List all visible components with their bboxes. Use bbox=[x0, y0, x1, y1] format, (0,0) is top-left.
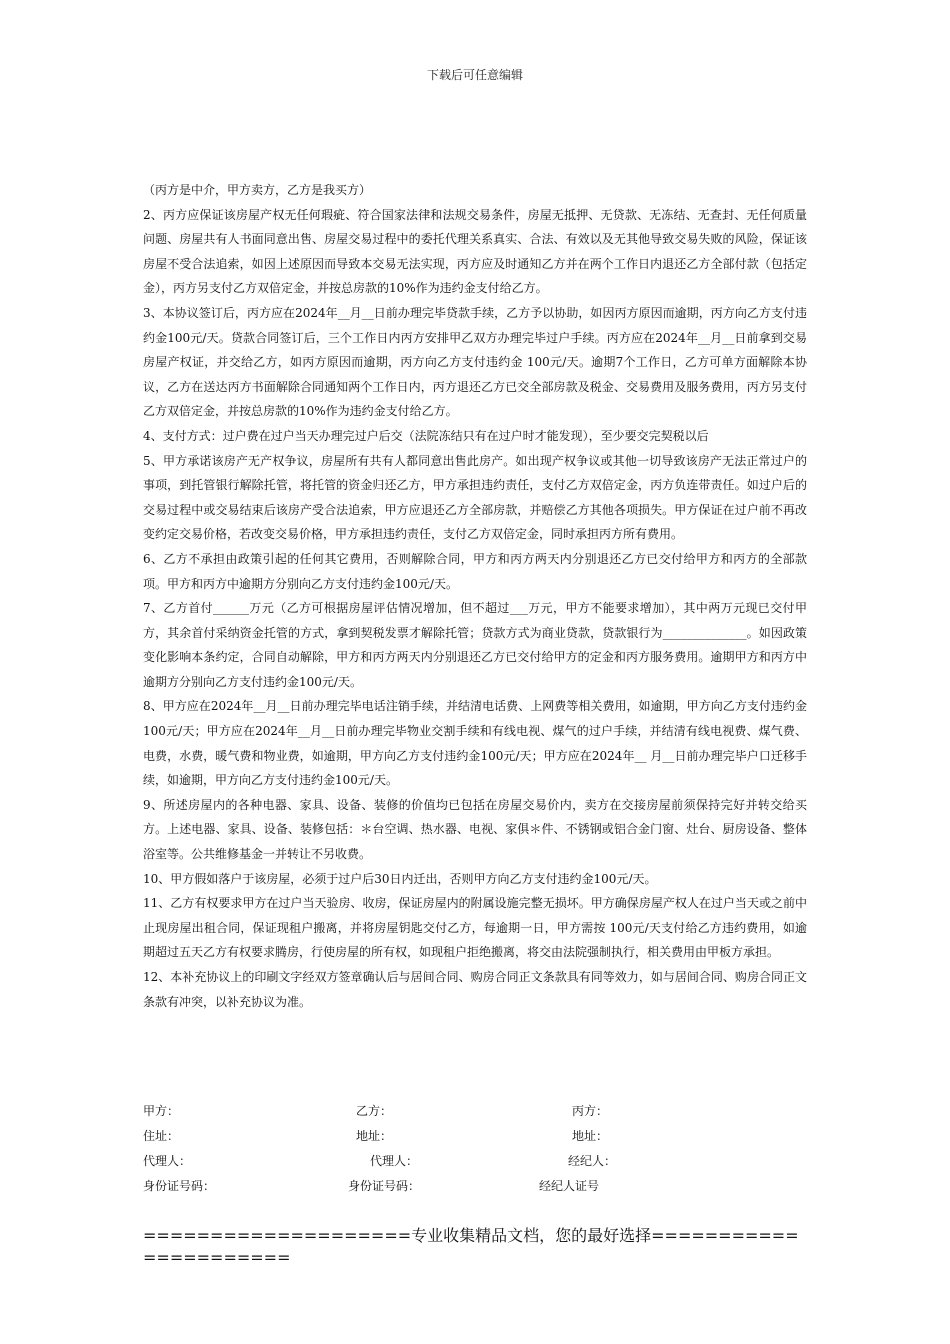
page-header: 下载后可任意编辑 bbox=[426, 68, 523, 82]
clause-8: 8、甲方应在2024年__月__日前办理完毕电话注销手续，并结清电话费、上网费等相关费用，如逾期，甲方向乙方支付违约金100元/天；甲方应在2024年__月__日前办理完毕物业交割手续和有线电视、煤气的过户手续，并结清有线电视费、煤气费、电费，水费，暖气费和物业费，如逾期，甲方向乙方支付违约金100元/天；甲方应在2024年__ 月__日前办理完毕户口迁移手续，如逾期，甲方向乙方支付违约金100元/天。 bbox=[143, 699, 807, 788]
clause-9: 9、所述房屋内的各种电器、家具、设备、装修的价值均已包括在房屋交易价内，卖方在交接房屋前须保持完好并转交给买方。上述电器、家具、设备、装修包括：＊台空调、热水器、电视、家俱＊件、不锈钢或铝合金门窗、灶台、厨房设备、整体浴室等。公共维修基金一并转让不另收费。 bbox=[143, 797, 807, 862]
contract-body bbox=[143, 178, 807, 1014]
clause-4: 4、支付方式：过户费在过户当天办理完过户后交（法院冻结只有在过户时才能发现），至少要交完契税以后 bbox=[143, 428, 709, 443]
clause-6: 6、乙方不承担由政策引起的任何其它费用，否则解除合同，甲方和丙方两天内分别退还乙方已交付给甲方和丙方的全部款项。甲方和丙方中逾期方分别向乙方支付违约金100元/天。 bbox=[143, 551, 807, 591]
broker-id-label: 经纪人证号 bbox=[539, 1179, 600, 1193]
party-b-id-label: 身份证号码： bbox=[348, 1179, 421, 1193]
footer-banner: ====================专业收集精品文档，您的最好选择====================== bbox=[143, 1226, 799, 1267]
party-b-address-label: 地址： bbox=[356, 1129, 393, 1143]
clause-7: 7、乙方首付______万元（乙方可根据房屋评估情况增加，但不超过___万元，甲方不能要求增加），其中两万元现已交付甲方，其余首付采纳资金托管的方式，拿到契税发票才解除托管；贷款方式为商业贷款，贷款银行为______________。如因政策变化影响本条约定，合同自动解除，甲方和丙方两天内分别退还乙方已交付给甲方的定金和丙方服务费用。逾期甲方和丙方中逾期方分别向乙方支付违约金100元/天。 bbox=[143, 601, 807, 689]
clause-2: 2、丙方应保证该房屋产权无任何瑕疵、符合国家法律和法规交易条件，房屋无抵押、无贷款、无冻结、无查封、无任何质量问题、房屋共有人书面同意出售、房屋交易过程中的委托代理关系真实、合法、有效以及无其他导致交易失败的风险，保证该房屋不受合法追索，如因上述原因而导致本交易无法实现，丙方应及时通知乙方并在两个工作日内退还乙方全部付款（包括定金），丙方另支付乙方双倍定金，并按总房款的10%作为违约金支付给乙方。 bbox=[143, 207, 807, 296]
party-b-agent-label: 代理人： bbox=[370, 1154, 419, 1168]
broker-label: 经纪人： bbox=[568, 1154, 617, 1168]
clause-3: 3、本协议签订后，丙方应在2024年__月__日前办理完毕贷款手续，乙方予以协助，如因丙方原因而逾期，丙方向乙方支付违约金100元/天。贷款合同签订后，三个工作日内丙方安排甲乙双方办理完毕过户手续。丙方应在2024年__月__日前拿到交易房屋产权证，并交给乙方，如丙方原因而逾期，丙方向乙方支付违约金 100元/天。逾期7个工作日，乙方可单方面解除本协议，乙方在送达丙方书面解除合同通知两个工作日内，丙方退还乙方已交全部房款及税金、交易费用及服务费用，丙方另支付乙方双倍定金，并按总房款的10%作为违约金支付给乙方。 bbox=[143, 305, 807, 419]
clause-5: 5、甲方承诺该房产无产权争议，房屋所有共有人都同意出售此房产。如出现产权争议或其他一切导致该房产无法正常过户的事项，到托管银行解除托管，将托管的资金归还乙方，甲方承担违约责任，支付乙方双倍定金，丙方负连带责任。如过户后的交易过程中或交易结束后该房产受合法追索，甲方应退还乙方全部房款，并赔偿乙方其他各项损失。甲方保证在过户前不再改变约定交易价格，若改变交易价格，甲方承担违约责任，支付乙方双倍定金，同时承担丙方所有费用。 bbox=[143, 453, 807, 542]
party-c-label: 丙方： bbox=[572, 1104, 609, 1118]
clause-11: 11、乙方有权要求甲方在过户当天验房、收房，保证房屋内的附属设施完整无损坏。甲方确保房屋产权人在过户当天或之前中止现房屋出租合同，保证现租户搬离，并将房屋钥匙交付乙方，每逾期一日，甲方需按 100元/天支付给乙方违约费用，如逾期超过五天乙方有权要求腾房，行使房屋的所有权，如现租户拒绝搬离，将交由法院强制执行，相关费用由甲板方承担。 bbox=[143, 896, 807, 960]
party-a-agent-label: 代理人： bbox=[143, 1154, 192, 1168]
party-c-address-label: 地址： bbox=[572, 1129, 609, 1143]
party-a-label: 甲方： bbox=[143, 1104, 180, 1118]
party-b-label: 乙方： bbox=[356, 1104, 393, 1118]
clause-12: 12、本补充协议上的印刷文字经双方签章确认后与居间合同、购房合同正文条款具有同等效力，如与居间合同、购房合同正文条款有冲突，以补充协议为准。 bbox=[143, 970, 807, 1009]
clause-intro: （丙方是中介，甲方卖方，乙方是我买方） bbox=[143, 183, 372, 197]
party-a-id-label: 身份证号码： bbox=[143, 1179, 216, 1193]
party-a-address-label: 住址： bbox=[143, 1129, 180, 1143]
clause-10: 10、甲方假如落户于该房屋，必须于过户后30日内迁出，否则甲方向乙方支付违约金100元/天。 bbox=[143, 871, 657, 886]
